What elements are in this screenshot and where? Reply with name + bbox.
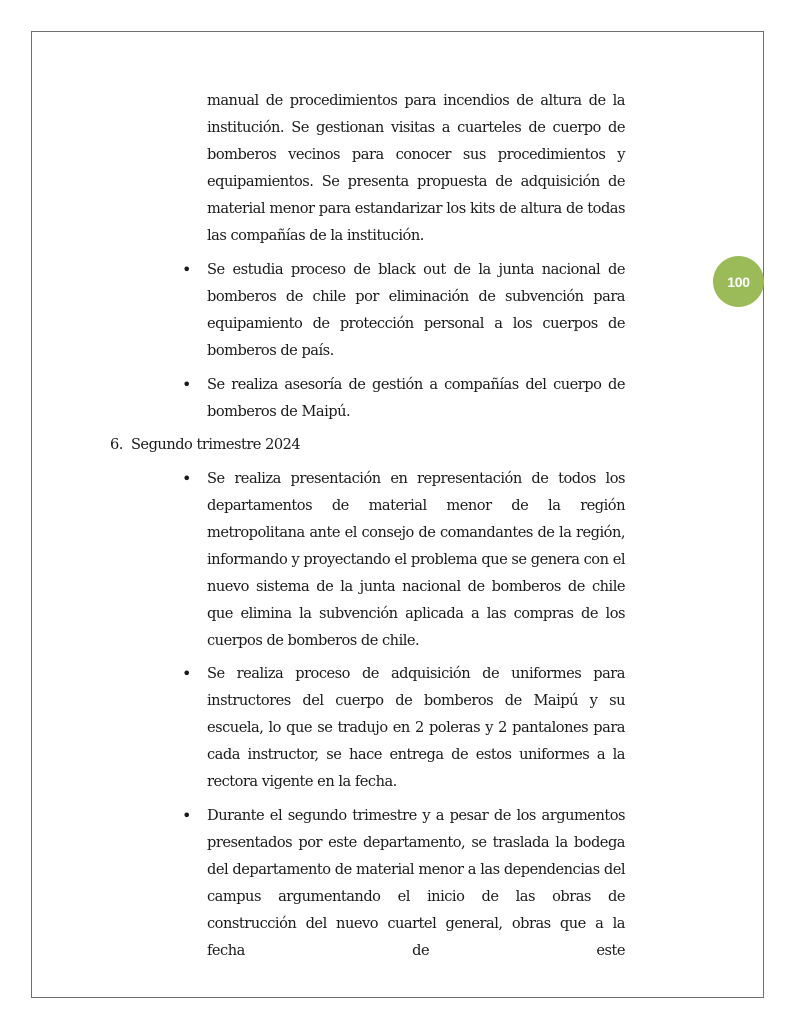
bullet-marker: • bbox=[182, 806, 192, 825]
page-number-badge: 100 bbox=[713, 256, 764, 307]
list-item: Se estudia proceso de black out de la junta nacional de bomberos de chile por eliminación de subvención para equipamiento de protección personal a los cuerpos de bomberos de país. bbox=[207, 261, 625, 359]
list-item: Se realiza proceso de adquisición de uniformes para instructores del cuerpo de bomberos de Maipú y su escuela, lo que se tradujo en 2 poleras y 2 pantalones para cada instructor, se hace entrega de estos uniformes a la rectora vigente en la fecha. bbox=[207, 665, 625, 790]
bullet-marker: • bbox=[182, 469, 192, 488]
section-heading bbox=[110, 431, 300, 458]
bullet-marker: • bbox=[182, 375, 192, 394]
section-number: 6. bbox=[110, 436, 123, 453]
bullet-marker: • bbox=[182, 260, 192, 279]
section-title: Segundo trimestre 2024 bbox=[130, 436, 301, 453]
list-item: Se realiza asesoría de gestión a compañías del cuerpo de bomberos de Maipú. bbox=[207, 376, 625, 420]
paragraph-continuation: manual de procedimientos para incendios de altura de la institución. Se gestionan visitas a cuarteles de cuerpo de bomberos vecinos para conocer sus procedimientos y equipamientos. Se presenta propuesta de adquisición de material menor para estandarizar los kits de altura de todas las compañías de la institución. bbox=[207, 92, 625, 244]
bullet-marker: • bbox=[182, 664, 192, 683]
list-item: Se realiza presentación en representación de todos los departamentos de material menor de la región metropolitana ante el consejo de comandantes de la región, informando y proyectando el problema que se genera con el nuevo sistema de la junta nacional de bomberos de chile que elimina la subvención aplicada a las compras de los cuerpos de bomberos de chile. bbox=[207, 470, 625, 649]
list-item: Durante el segundo trimestre y a pesar de los argumentos presentados por este departamento, se traslada la bodega del departamento de material menor a las dependencias del campus argumentando el inicio de las obras de construcción del nuevo cuartel general, obras que a la fecha de este bbox=[207, 807, 625, 959]
